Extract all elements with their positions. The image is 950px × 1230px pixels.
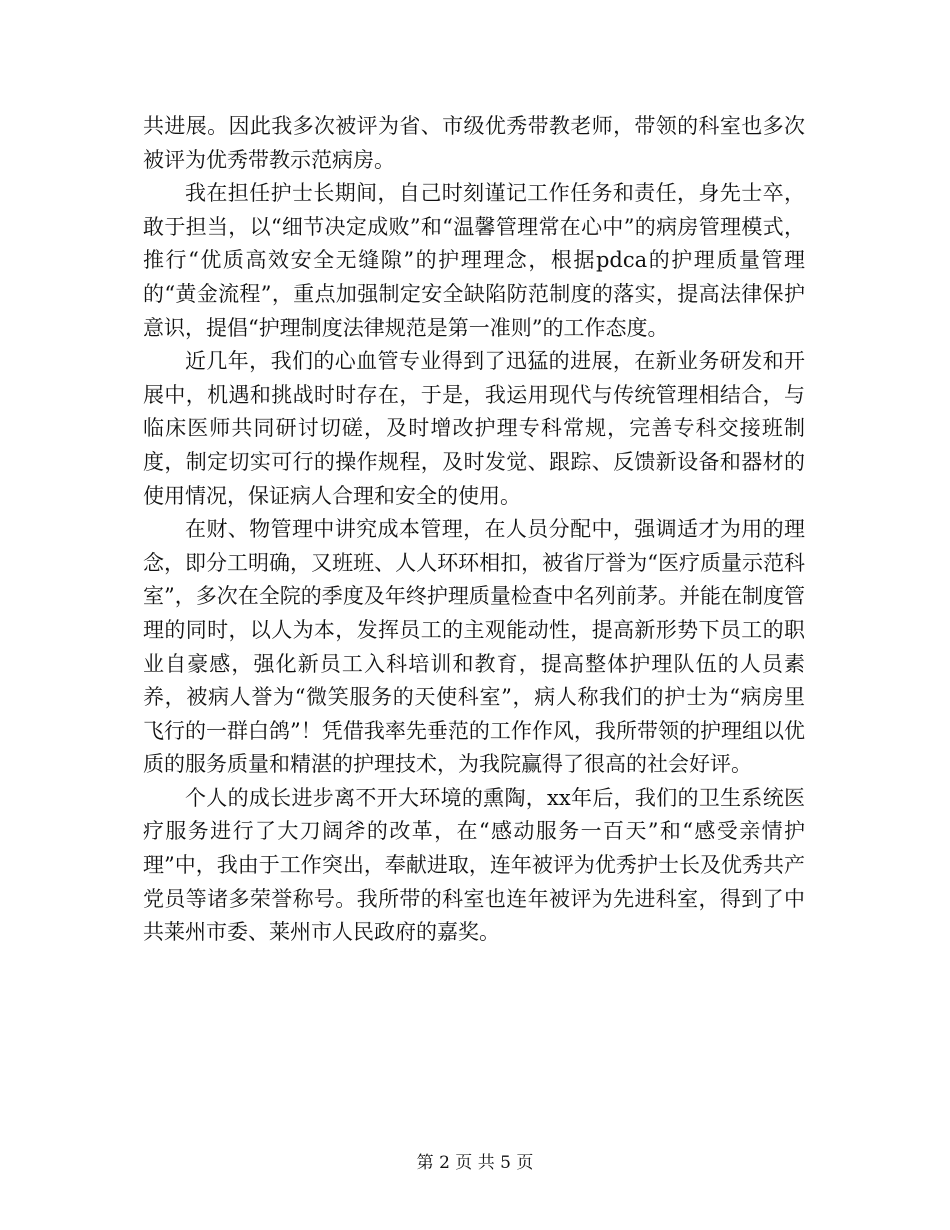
paragraph-continuation: 共进展。因此我多次被评为省、市级优秀带教老师，带领的科室也多次被评为优秀带教示范病房。: [143, 114, 805, 172]
paragraph-personal-growth: 个人的成长进步离不开大环境的熏陶，xx年后，我们的卫生系统医疗服务进行了大刀阔斧的改革，在“感动服务一百天”和“感受亲情护理”中，我由于工作突出，奉献进取，连年被评为优秀护士长及优秀共产党员等诸多荣誉称号。我所带的科室也连年被评为先进科室，得到了中共莱州市委、莱州市人民政府的嘉奖。: [143, 785, 805, 945]
page-number-footer: 第 2 页 共 5 页: [416, 1153, 534, 1173]
paragraph-cost-management: 在财、物管理中讲究成本管理，在人员分配中，强调适才为用的理念，即分工明确，又班班、人人环环相扣，被省厅誉为“医疗质量示范科室”，多次在全院的季度及年终护理质量检查中名列前茅。并能在制度管理的同时，以人为本，发挥员工的主观能动性，提高新形势下员工的职业自豪感，强化新员工入科培训和教育，提高整体护理队伍的人员素养，被病人誉为“微笑服务的天使科室”，病人称我们的护士为“病房里飞行的一群白鸽”！凭借我率先垂范的工作作风，我所带领的护理组以优质的服务质量和精湛的护理技术，为我院赢得了很高的社会好评。: [143, 517, 805, 777]
document-body: [143, 110, 805, 950]
paragraph-cardiology-development: 近几年，我们的心血管专业得到了迅猛的进展，在新业务研发和开展中，机遇和挑战时时存在，于是，我运用现代与传统管理相结合，与临床医师共同研讨切磋，及时增改护理专科常规，完善专科交接班制度，制定切实可行的操作规程，及时发觉、跟踪、反馈新设备和器材的使用情况，保证病人合理和安全的使用。: [143, 349, 805, 508]
paragraph-head-nurse-duties: 我在担任护士长期间，自己时刻谨记工作任务和责任，身先士卒，敢于担当，以“细节决定成败”和“温馨管理常在心中”的病房管理模式，推行“优质高效安全无缝隙”的护理理念，根据pdca的护理质量管理的“黄金流程”，重点加强制定安全缺陷防范制度的落实，提高法律保护意识，提倡“护理制度法律规范是第一准则”的工作态度。: [143, 181, 805, 340]
